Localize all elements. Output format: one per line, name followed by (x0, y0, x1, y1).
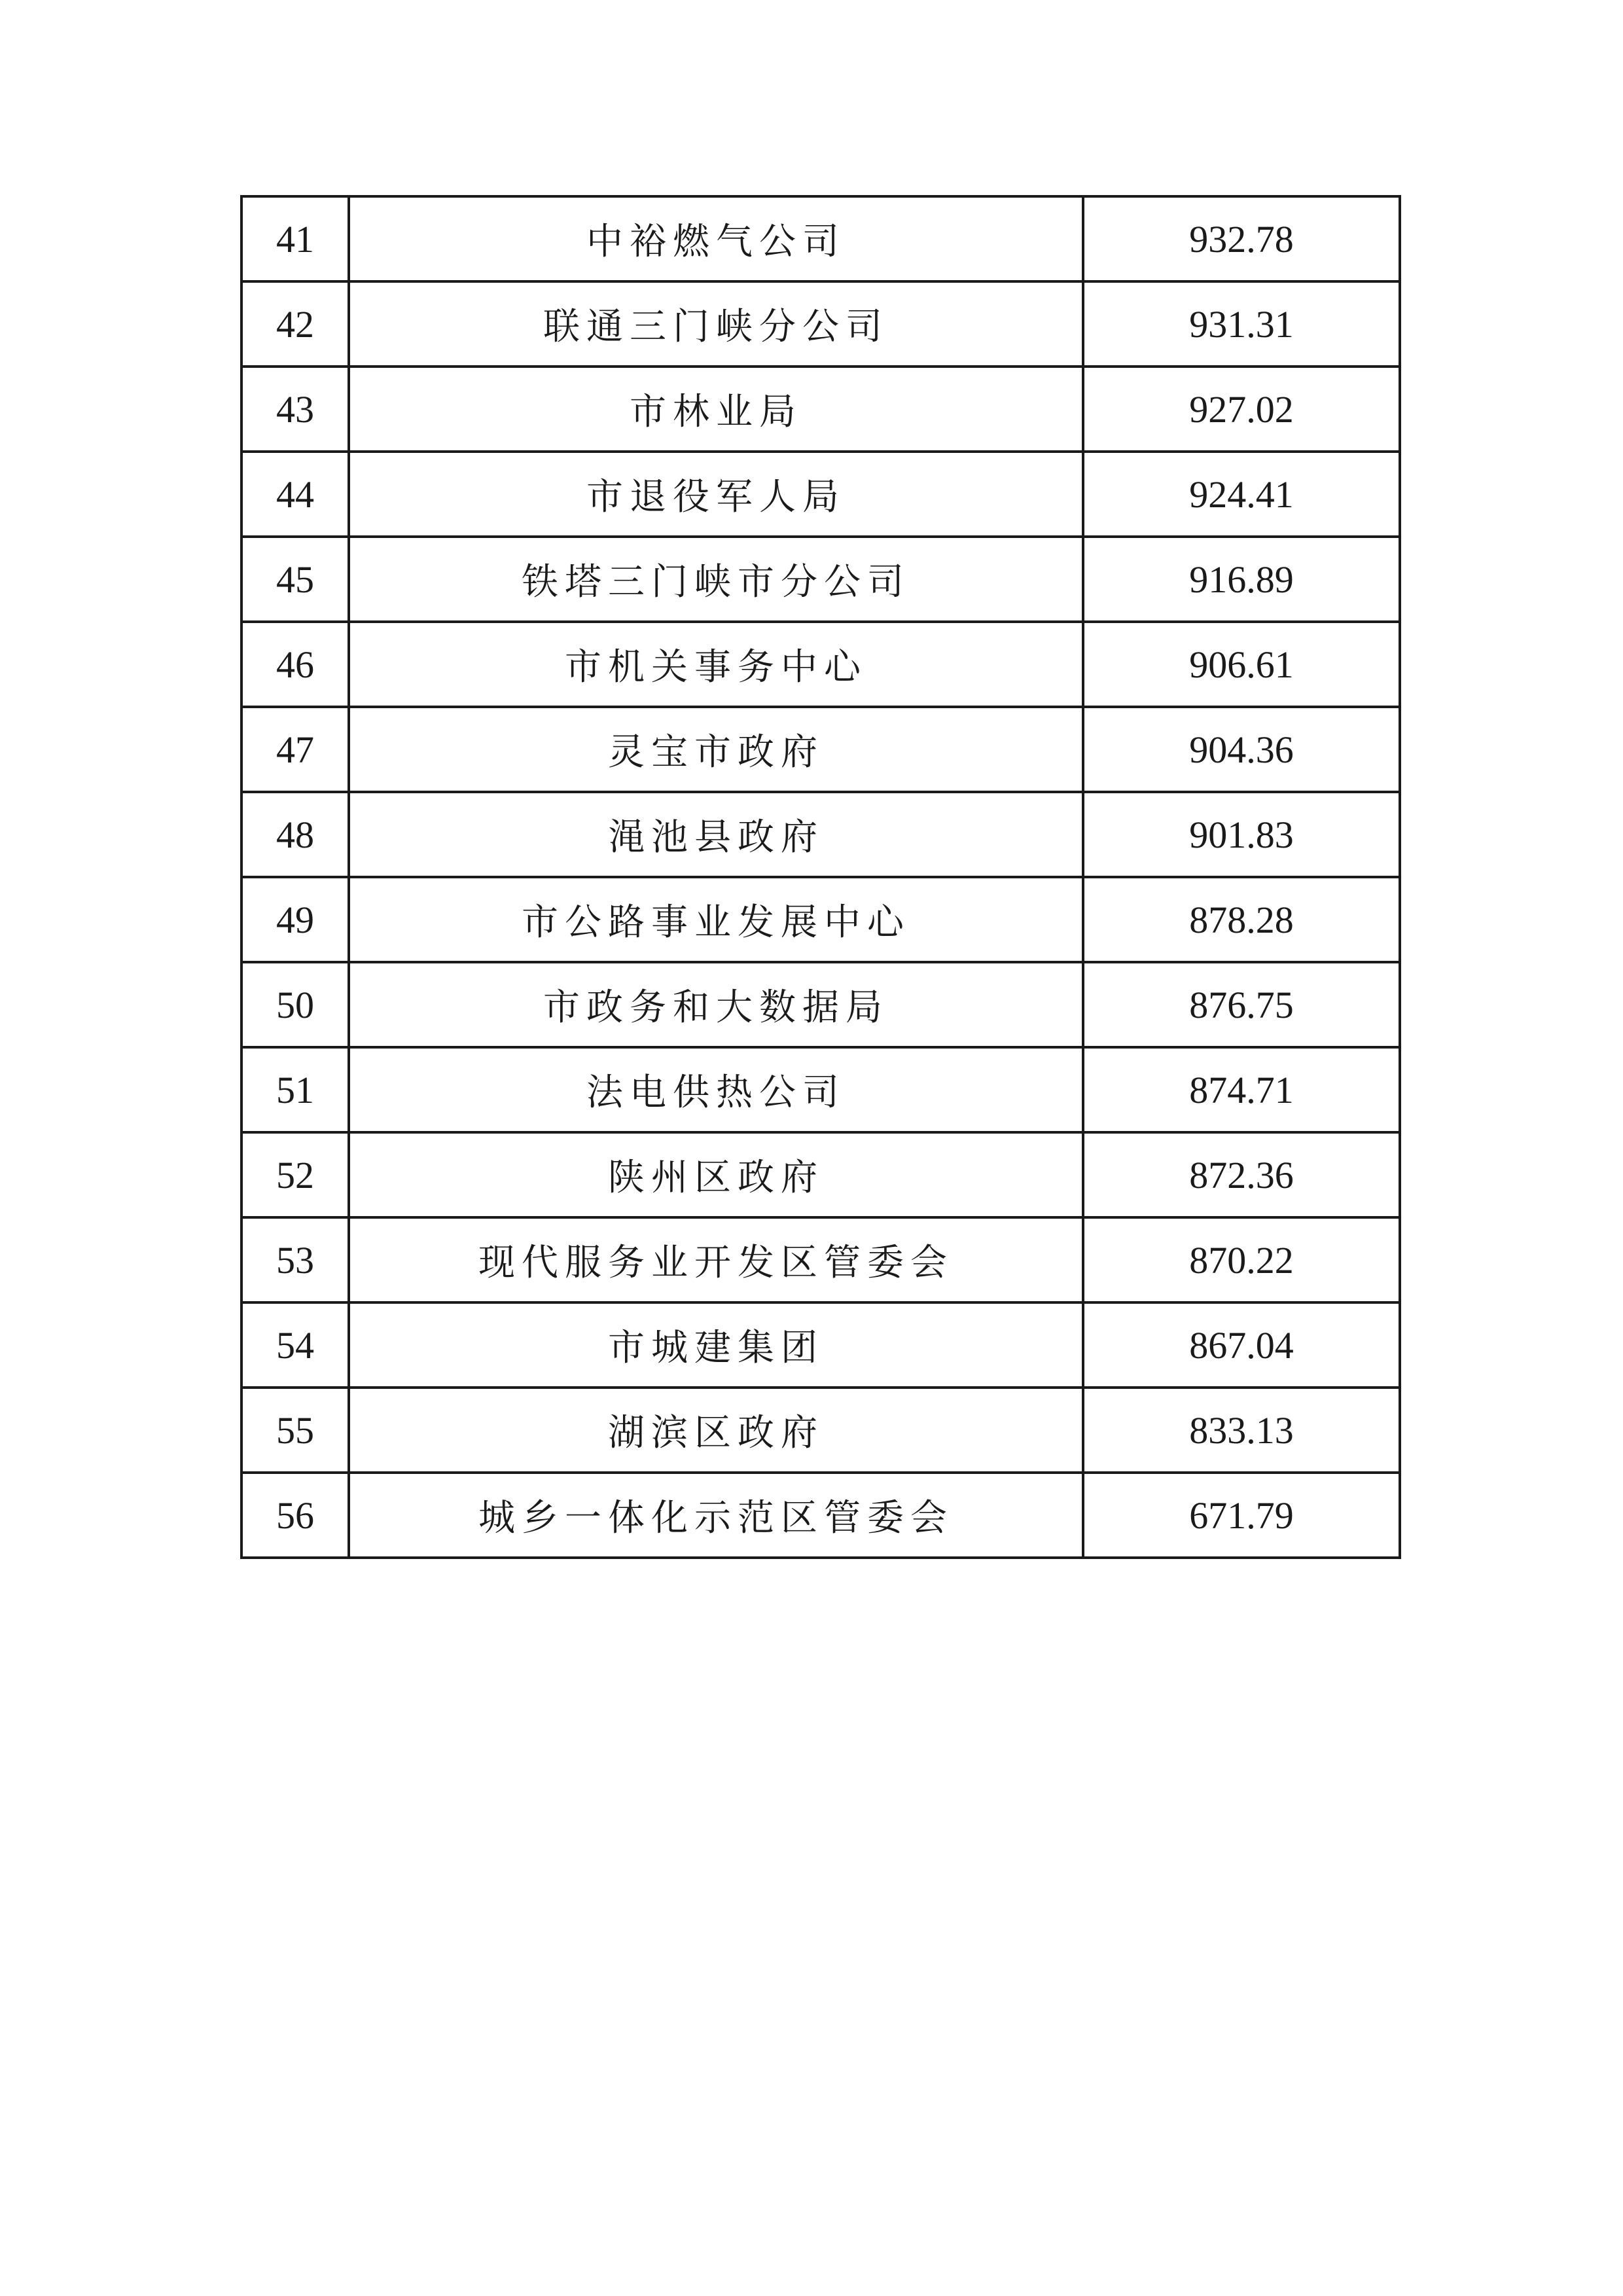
table-row (241, 1388, 1400, 1473)
score-value: 833.13 (1083, 1388, 1400, 1473)
score-value: 876.75 (1083, 962, 1400, 1047)
row-number: 51 (241, 1047, 349, 1132)
row-number: 41 (241, 196, 349, 281)
row-number: 45 (241, 537, 349, 622)
table-row (241, 622, 1400, 707)
row-number: 43 (241, 367, 349, 452)
table-row (241, 1047, 1400, 1132)
table-row (241, 877, 1400, 962)
table-row (241, 452, 1400, 537)
table-row (241, 962, 1400, 1047)
unit-name: 市公路事业发展中心 (349, 877, 1083, 962)
unit-name: 城乡一体化示范区管委会 (349, 1473, 1083, 1558)
score-value: 878.28 (1083, 877, 1400, 962)
score-value: 874.71 (1083, 1047, 1400, 1132)
score-value: 906.61 (1083, 622, 1400, 707)
row-number: 50 (241, 962, 349, 1047)
ranking-table (240, 195, 1401, 1559)
table-row (241, 1132, 1400, 1217)
unit-name: 陕州区政府 (349, 1132, 1083, 1217)
unit-name: 市退役军人局 (349, 452, 1083, 537)
row-number: 55 (241, 1388, 349, 1473)
table-row (241, 367, 1400, 452)
score-value: 904.36 (1083, 707, 1400, 792)
row-number: 47 (241, 707, 349, 792)
score-value: 927.02 (1083, 367, 1400, 452)
row-number: 46 (241, 622, 349, 707)
unit-name: 现代服务业开发区管委会 (349, 1217, 1083, 1302)
row-number: 49 (241, 877, 349, 962)
table-row (241, 792, 1400, 877)
unit-name: 联通三门峡分公司 (349, 281, 1083, 367)
row-number: 48 (241, 792, 349, 877)
ranking-table-body (241, 196, 1400, 1558)
row-number: 54 (241, 1302, 349, 1388)
unit-name: 市城建集团 (349, 1302, 1083, 1388)
unit-name: 渑池县政府 (349, 792, 1083, 877)
row-number: 53 (241, 1217, 349, 1302)
row-number: 44 (241, 452, 349, 537)
unit-name: 法电供热公司 (349, 1047, 1083, 1132)
score-value: 867.04 (1083, 1302, 1400, 1388)
score-value: 671.79 (1083, 1473, 1400, 1558)
score-value: 932.78 (1083, 196, 1400, 281)
unit-name: 市林业局 (349, 367, 1083, 452)
table-row (241, 707, 1400, 792)
score-value: 870.22 (1083, 1217, 1400, 1302)
score-value: 924.41 (1083, 452, 1400, 537)
row-number: 52 (241, 1132, 349, 1217)
unit-name: 市机关事务中心 (349, 622, 1083, 707)
row-number: 42 (241, 281, 349, 367)
unit-name: 中裕燃气公司 (349, 196, 1083, 281)
unit-name: 灵宝市政府 (349, 707, 1083, 792)
table-row (241, 196, 1400, 281)
unit-name: 铁塔三门峡市分公司 (349, 537, 1083, 622)
row-number: 56 (241, 1473, 349, 1558)
table-row (241, 1302, 1400, 1388)
unit-name: 市政务和大数据局 (349, 962, 1083, 1047)
score-value: 916.89 (1083, 537, 1400, 622)
table-row (241, 281, 1400, 367)
score-value: 872.36 (1083, 1132, 1400, 1217)
score-value: 931.31 (1083, 281, 1400, 367)
table-row (241, 537, 1400, 622)
table-row (241, 1217, 1400, 1302)
unit-name: 湖滨区政府 (349, 1388, 1083, 1473)
table-row (241, 1473, 1400, 1558)
score-value: 901.83 (1083, 792, 1400, 877)
